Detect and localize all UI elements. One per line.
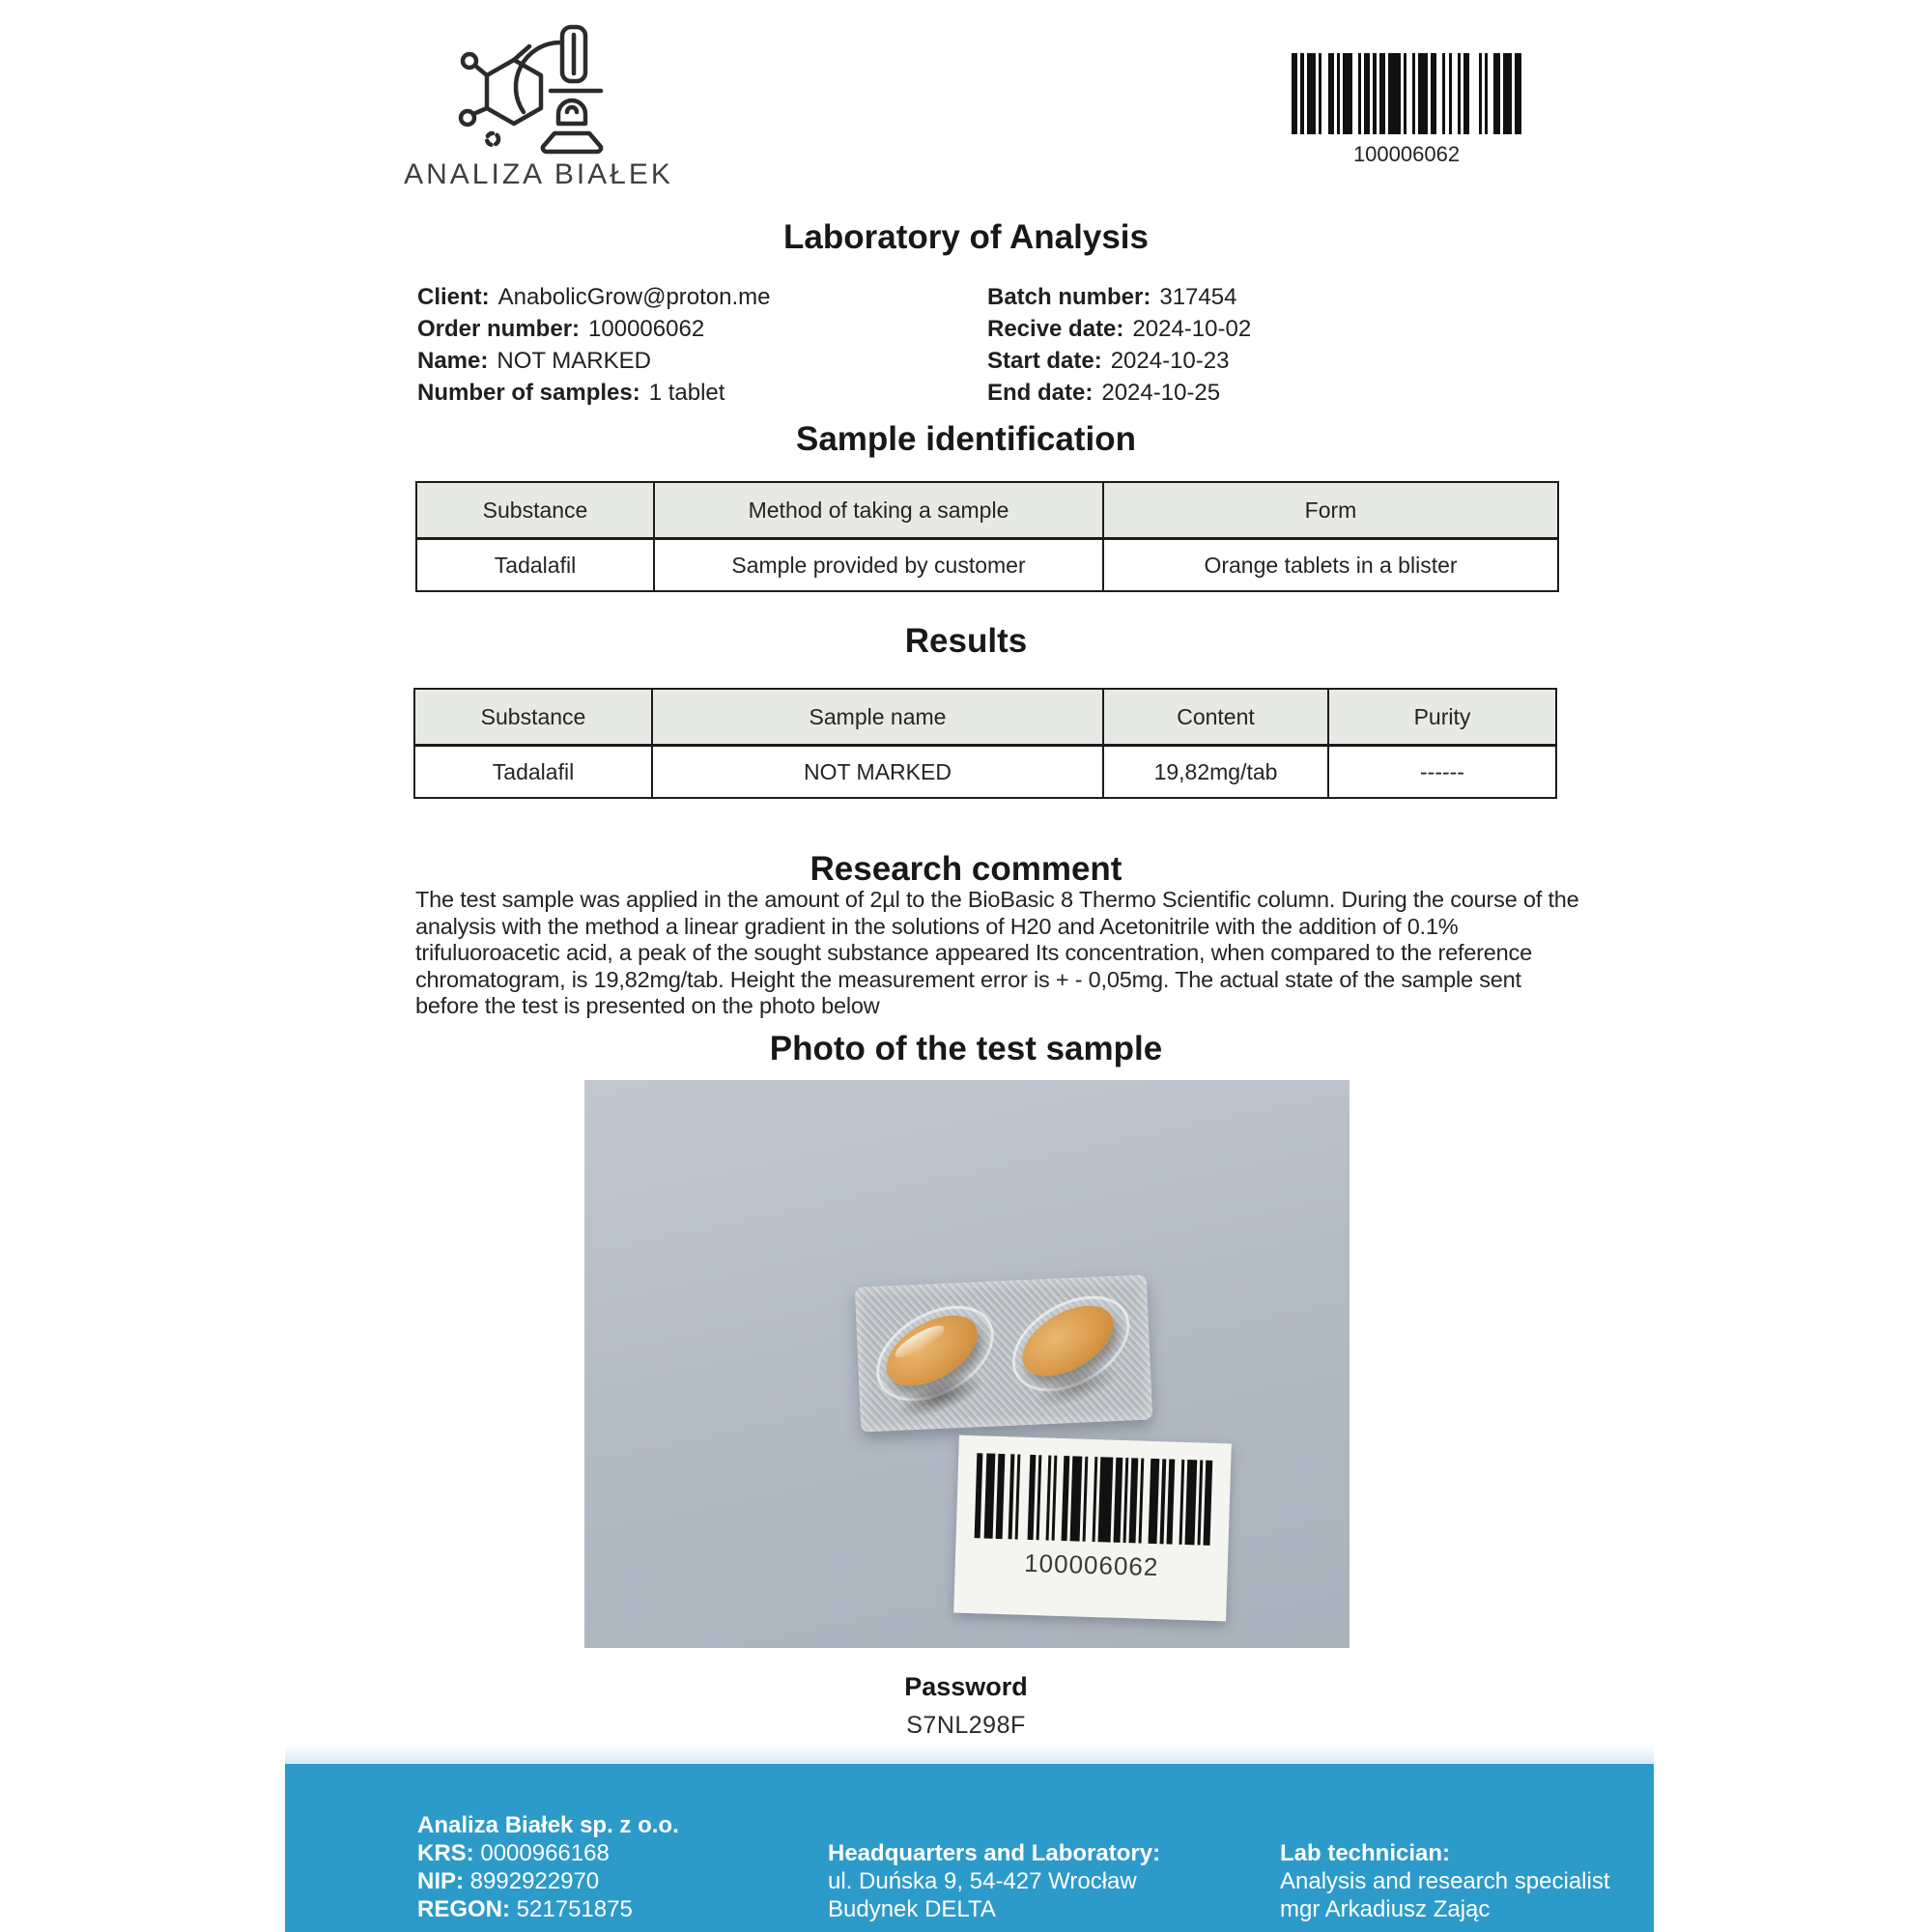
sample-photo bbox=[584, 1080, 1350, 1648]
company-krs: KRS: 0000966168 bbox=[417, 1840, 610, 1866]
logo-text: ANALIZA BIAŁEK bbox=[404, 158, 673, 190]
section-title-results: Results bbox=[904, 622, 1028, 660]
company-name: Analiza Białek sp. z o.o. bbox=[417, 1812, 679, 1838]
label-barcode-bars bbox=[975, 1453, 1213, 1546]
results-table bbox=[413, 688, 1557, 799]
info-row-client: Client: AnabolicGrow@proton.me bbox=[417, 284, 771, 310]
info-row-samples: Number of samples: 1 tablet bbox=[417, 380, 725, 406]
cell-content: 19,82mg/tab bbox=[1103, 746, 1328, 799]
order-info-right bbox=[987, 281, 1251, 409]
order-barcode bbox=[1292, 53, 1521, 167]
order-info-left bbox=[417, 281, 771, 409]
research-comment-text: The test sample was applied in the amount of 2µl to the BioBasic 8 Thermo Scientific column. During the course of the analysis with the method a linear gradient in the solutions of H20 and Acetonitrile with the addition of 0.1% trifuluoroacetic acid, a peak of the sought substance appeared Its concentration, when compared to the reference chromatogram, is 19,82mg/tab. Height the measurement error is + - 0,05mg. The actual state of the sample sent before the test is presented on the photo below bbox=[415, 887, 1579, 1018]
section-title-photo: Photo of the test sample bbox=[769, 1030, 1163, 1067]
header-substance: Substance bbox=[416, 482, 654, 539]
blister-pack bbox=[855, 1274, 1152, 1432]
info-row-receive-date: Recive date: 2024-10-02 bbox=[987, 316, 1252, 342]
sample-identification-table bbox=[415, 481, 1559, 592]
header-form: Form bbox=[1103, 482, 1558, 539]
cell-purity: ------ bbox=[1328, 746, 1556, 799]
header-sample-name: Sample name bbox=[652, 689, 1103, 746]
info-row-batch: Batch number: 317454 bbox=[987, 284, 1237, 310]
section-title-research-comment: Research comment bbox=[810, 850, 1122, 888]
technician-role: Analysis and research specialist bbox=[1280, 1868, 1610, 1894]
info-row-end-date: End date: 2024-10-25 bbox=[987, 380, 1221, 406]
header-content: Content bbox=[1103, 689, 1328, 746]
table-header-row bbox=[414, 689, 1556, 746]
footer-lab-technician bbox=[1280, 1839, 1610, 1923]
barcode-bars bbox=[1292, 53, 1521, 134]
company-logo bbox=[401, 21, 676, 191]
footer-company-info bbox=[417, 1811, 679, 1923]
company-nip: NIP: 8992922970 bbox=[417, 1868, 600, 1894]
cell-sample-name: NOT MARKED bbox=[652, 746, 1103, 799]
table-row bbox=[414, 746, 1556, 799]
table-header-row bbox=[416, 482, 1558, 539]
info-row-name: Name: NOT MARKED bbox=[417, 348, 651, 374]
document-title: Laboratory of Analysis bbox=[783, 218, 1149, 256]
header-purity: Purity bbox=[1328, 689, 1556, 746]
label-barcode-number: 100006062 bbox=[1023, 1548, 1159, 1582]
headquarters-title: Headquarters and Laboratory: bbox=[828, 1840, 1161, 1866]
cell-method: Sample provided by customer bbox=[654, 539, 1103, 592]
technician-title: Lab technician: bbox=[1280, 1840, 1451, 1866]
cell-substance: Tadalafil bbox=[414, 746, 652, 799]
info-row-start-date: Start date: 2024-10-23 bbox=[987, 348, 1230, 374]
barcode-number: 100006062 bbox=[1352, 142, 1461, 166]
sample-label bbox=[953, 1435, 1232, 1622]
footer-top-fade bbox=[285, 1746, 1654, 1764]
cell-form: Orange tablets in a blister bbox=[1103, 539, 1558, 592]
header-substance: Substance bbox=[414, 689, 652, 746]
company-regon: REGON: 521751875 bbox=[417, 1896, 633, 1922]
cell-substance: Tadalafil bbox=[416, 539, 654, 592]
password-label: Password bbox=[904, 1672, 1028, 1701]
password-value: S7NL298F bbox=[906, 1712, 1026, 1739]
footer-headquarters bbox=[828, 1839, 1160, 1923]
headquarters-address: ul. Duńska 9, 54-427 Wrocław bbox=[828, 1868, 1137, 1894]
table-row bbox=[416, 539, 1558, 592]
technician-name: mgr Arkadiusz Zając bbox=[1280, 1896, 1491, 1922]
molecule-microscope-icon bbox=[454, 21, 623, 156]
section-title-sample-identification: Sample identification bbox=[796, 420, 1136, 458]
header-method: Method of taking a sample bbox=[654, 482, 1103, 539]
info-row-order-number: Order number: 100006062 bbox=[417, 316, 705, 342]
footer bbox=[285, 1764, 1654, 1932]
headquarters-building: Budynek DELTA bbox=[828, 1896, 996, 1922]
